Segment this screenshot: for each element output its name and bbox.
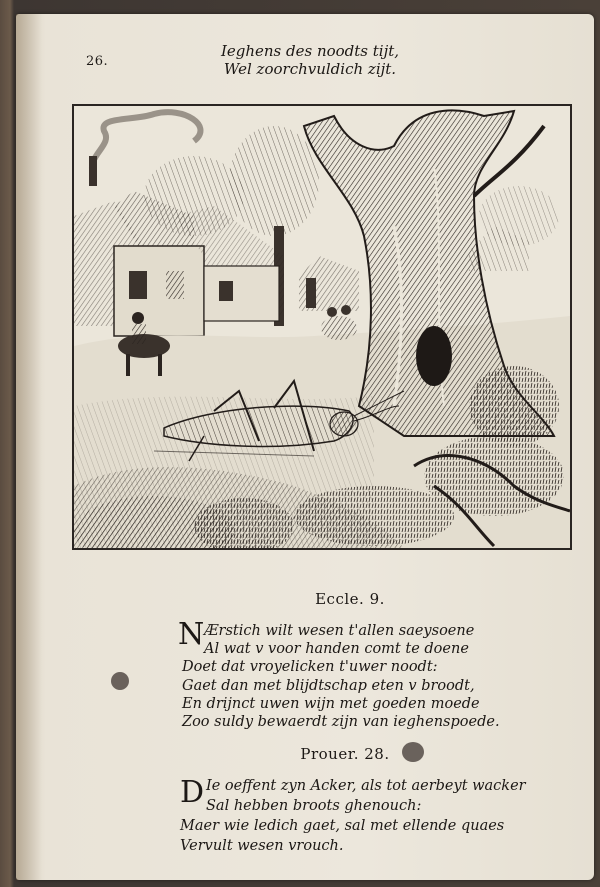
ink-stain <box>402 742 424 762</box>
engraving-illustration <box>74 106 570 548</box>
motto-line-2: Wel zoorchvuldich zijt. <box>223 60 397 78</box>
verse-line: Vervult wesen vrouch. <box>180 838 344 854</box>
verse-line: Maer wie ledich gaet, sal met ellende quaes <box>180 818 505 834</box>
motto-line-1: Ieghens des noodts tijt, <box>220 42 400 60</box>
ink-stain <box>111 672 129 690</box>
verse-line: Ie oeffent zyn Acker, als tot aerbeyt wacker <box>206 778 526 794</box>
verse-line: Zoo suldy bewaerdt zijn van ieghenspoede. <box>182 714 500 730</box>
verse-line: En drijnct uwen wijn met goeden moede <box>182 696 480 712</box>
drop-cap-n: N <box>178 617 205 652</box>
verse-line: Ærstich wilt wesen t'allen saeysoene <box>204 623 475 639</box>
verse-line: Sal hebben broots ghenouch: <box>206 798 422 814</box>
verse-line: Al wat v voor handen comt te doene <box>204 641 469 657</box>
drop-cap-d: D <box>180 775 205 810</box>
verse-line: Gaet dan met blijdtschap eten v broodt, <box>182 678 475 694</box>
verse-line: Doet dat vroyelicken t'uwer noodt: <box>182 659 438 675</box>
engraving-plate <box>72 104 572 550</box>
page-number: 26. <box>86 54 109 69</box>
section-heading-prouer: Prouer. 28. <box>300 745 390 763</box>
section-heading-eccle: Eccle. 9. <box>315 590 385 608</box>
page-gutter-shadow <box>16 14 42 880</box>
